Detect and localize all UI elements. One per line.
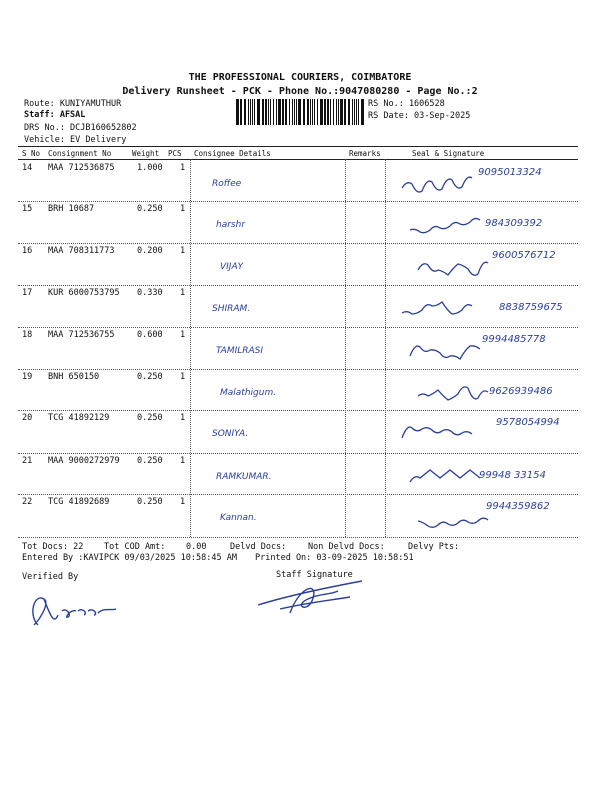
row-receiver-phone: 8838759675 bbox=[499, 302, 563, 313]
row-sno: 22 bbox=[22, 497, 33, 507]
vehicle-label: Vehicle: EV Delivery bbox=[24, 135, 127, 145]
col-divider bbox=[345, 159, 346, 537]
barcode-bar bbox=[270, 99, 271, 125]
col-divider bbox=[385, 159, 386, 537]
row-pcs: 1 bbox=[180, 163, 186, 173]
row-receiver-phone: 9626939486 bbox=[489, 386, 553, 397]
row-sno: 15 bbox=[22, 204, 33, 214]
row-consignee-handwritten: SHIRAM. bbox=[212, 304, 251, 314]
barcode-bar bbox=[354, 99, 355, 125]
barcode-bar bbox=[336, 99, 337, 125]
barcode-bar bbox=[340, 99, 343, 125]
row-sno: 21 bbox=[22, 456, 33, 466]
row-consignee-handwritten: Roffee bbox=[212, 179, 242, 189]
barcode-bar bbox=[257, 99, 260, 125]
col-consignment: Consignment No bbox=[48, 149, 112, 158]
row-separator bbox=[18, 410, 578, 411]
barcode-bar bbox=[310, 99, 311, 125]
row-sno: 17 bbox=[22, 288, 33, 298]
row-sno: 14 bbox=[22, 163, 33, 173]
row-consignee-handwritten: Malathigum. bbox=[220, 388, 277, 398]
row-separator bbox=[18, 327, 578, 328]
table-top-rule bbox=[18, 146, 578, 147]
row-consignment: MAA 708311773 bbox=[48, 246, 115, 256]
row-signature bbox=[398, 171, 478, 197]
row-receiver-phone: 984309392 bbox=[485, 218, 543, 229]
row-signature bbox=[406, 338, 486, 364]
barcode-bar bbox=[273, 99, 274, 125]
row-signature bbox=[398, 296, 478, 322]
barcode-bar bbox=[307, 99, 309, 125]
barcode-bar bbox=[254, 99, 255, 125]
barcode-bar bbox=[248, 99, 249, 125]
barcode-bar bbox=[361, 99, 364, 125]
row-weight: 0.330 bbox=[137, 288, 163, 298]
barcode-bar bbox=[338, 99, 339, 125]
row-consignee-handwritten: Kannan. bbox=[220, 513, 257, 523]
entered-by: Entered By :KAVIPCK 09/03/2025 10:58:45 AM bbox=[22, 553, 237, 563]
barcode-bar bbox=[252, 99, 253, 125]
row-weight: 0.250 bbox=[137, 204, 163, 214]
barcode-bar bbox=[276, 99, 277, 125]
col-remarks: Remarks bbox=[349, 149, 381, 158]
staff-signature-label: Staff Signature bbox=[276, 570, 353, 580]
verified-signature bbox=[20, 585, 130, 635]
row-signature bbox=[414, 505, 494, 531]
barcode-bar bbox=[244, 99, 246, 125]
row-pcs: 1 bbox=[180, 413, 186, 423]
row-consignment: MAA 712536875 bbox=[48, 163, 115, 173]
barcode-bar bbox=[324, 99, 326, 125]
col-divider bbox=[190, 159, 191, 537]
row-separator bbox=[18, 369, 578, 370]
row-consignment: TCG 41892689 bbox=[48, 497, 110, 507]
barcode-bar bbox=[289, 99, 290, 125]
row-pcs: 1 bbox=[180, 456, 186, 466]
table-header-rule bbox=[18, 159, 578, 160]
row-separator bbox=[18, 494, 578, 495]
table-bottom-rule bbox=[18, 537, 578, 538]
row-signature bbox=[414, 254, 494, 280]
row-separator bbox=[18, 201, 578, 202]
route-label: Route: KUNIYAMUTHUR bbox=[24, 99, 122, 109]
row-separator bbox=[18, 285, 578, 286]
row-weight: 0.250 bbox=[137, 497, 163, 507]
row-receiver-phone: 9578054994 bbox=[496, 417, 560, 428]
delivery-points: Delvy Pts: bbox=[408, 542, 460, 552]
barcode-bar bbox=[358, 99, 359, 125]
row-pcs: 1 bbox=[180, 372, 186, 382]
printed-on: Printed On: 03-09-2025 10:58:51 bbox=[255, 553, 414, 563]
row-weight: 0.250 bbox=[137, 372, 163, 382]
col-seal: Seal & Signature bbox=[412, 149, 485, 158]
total-cod-value: 0.00 bbox=[186, 542, 207, 552]
row-consignment: KUR 6000753795 bbox=[48, 288, 120, 298]
company-title: THE PROFESSIONAL COURIERS, COIMBATORE bbox=[188, 72, 412, 83]
barcode-bar bbox=[278, 99, 281, 125]
barcode-bar bbox=[296, 99, 297, 125]
drs-number: DRS No.: DCJB160652802 bbox=[24, 123, 137, 133]
row-weight: 0.200 bbox=[137, 246, 163, 256]
row-receiver-phone: 99948 33154 bbox=[479, 470, 546, 481]
staff-label: Staff: AFSAL bbox=[24, 110, 86, 120]
total-docs: Tot Docs: 22 bbox=[22, 542, 84, 552]
row-signature bbox=[398, 421, 478, 447]
col-weight: Weight bbox=[132, 149, 160, 158]
row-signature bbox=[406, 212, 486, 238]
barcode-bar bbox=[262, 99, 264, 125]
row-sno: 16 bbox=[22, 246, 33, 256]
barcode-bar bbox=[320, 99, 323, 125]
barcode-bar bbox=[236, 99, 239, 125]
non-delivered-docs: Non Delvd Docs: bbox=[308, 542, 385, 552]
barcode-bar bbox=[303, 99, 305, 125]
row-receiver-phone: 9095013324 bbox=[478, 167, 542, 178]
total-cod-label: Tot COD Amt: bbox=[104, 542, 166, 552]
row-consignee-handwritten: harshr bbox=[216, 220, 246, 230]
barcode-bar bbox=[294, 99, 295, 125]
barcode-bar bbox=[352, 99, 353, 125]
row-receiver-phone: 9600576712 bbox=[492, 250, 556, 261]
row-consignment: BNH 650150 bbox=[48, 372, 100, 382]
barcode-bar bbox=[344, 99, 346, 125]
verified-by-label: Verified By bbox=[22, 572, 79, 582]
row-pcs: 1 bbox=[180, 204, 186, 214]
row-weight: 1.000 bbox=[137, 163, 163, 173]
row-consignment: MAA 712536755 bbox=[48, 330, 115, 340]
rs-date: RS Date: 03-Sep-2025 bbox=[368, 111, 471, 121]
rs-number: RS No.: 1606528 bbox=[368, 99, 445, 109]
barcode-bar bbox=[330, 99, 331, 125]
barcode-bar bbox=[240, 99, 242, 125]
barcode-bar bbox=[312, 99, 313, 125]
barcode-bar bbox=[348, 99, 350, 125]
row-consignee-handwritten: SONIYA. bbox=[212, 429, 249, 439]
row-consignee-handwritten: TAMILRASI bbox=[216, 346, 264, 356]
row-separator bbox=[18, 243, 578, 244]
row-separator bbox=[18, 453, 578, 454]
row-consignment: TCG 41892129 bbox=[48, 413, 110, 423]
row-weight: 0.250 bbox=[137, 413, 163, 423]
barcode-bar bbox=[333, 99, 334, 125]
barcode-bar bbox=[282, 99, 284, 125]
row-pcs: 1 bbox=[180, 497, 186, 507]
barcode-bar bbox=[317, 99, 318, 125]
col-sno: S No bbox=[22, 149, 41, 158]
row-signature bbox=[414, 380, 494, 406]
row-sno: 20 bbox=[22, 413, 33, 423]
row-signature bbox=[406, 464, 486, 490]
row-weight: 0.250 bbox=[137, 456, 163, 466]
row-consignee-handwritten: RAMKUMAR. bbox=[216, 472, 272, 482]
row-pcs: 1 bbox=[180, 246, 186, 256]
delivered-docs: Delvd Docs: bbox=[230, 542, 287, 552]
row-receiver-phone: 9944359862 bbox=[486, 501, 550, 512]
barcode-bar bbox=[314, 99, 315, 125]
row-consignee-handwritten: VIJAY bbox=[220, 262, 244, 272]
barcode-bar bbox=[265, 99, 267, 125]
barcode-image bbox=[236, 99, 364, 125]
barcode-bar bbox=[356, 99, 357, 125]
row-weight: 0.600 bbox=[137, 330, 163, 340]
row-consignment: BRH 10687 bbox=[48, 204, 95, 214]
barcode-bar bbox=[285, 99, 287, 125]
runsheet-subtitle: Delivery Runsheet - PCK - Phone No.:9047080280 - Page No.:2 bbox=[122, 86, 478, 97]
row-pcs: 1 bbox=[180, 288, 186, 298]
barcode-bar bbox=[327, 99, 329, 125]
row-receiver-phone: 9994485778 bbox=[482, 334, 546, 345]
barcode-bar bbox=[250, 99, 251, 125]
col-pcs: PCS bbox=[168, 149, 182, 158]
barcode-bar bbox=[292, 99, 293, 125]
staff-signature bbox=[250, 575, 370, 620]
row-sno: 18 bbox=[22, 330, 33, 340]
col-consignee: Consignee Details bbox=[194, 149, 271, 158]
row-sno: 19 bbox=[22, 372, 33, 382]
barcode-bar bbox=[268, 99, 269, 125]
row-pcs: 1 bbox=[180, 330, 186, 340]
barcode-bar bbox=[298, 99, 301, 125]
row-consignment: MAA 9000272979 bbox=[48, 456, 120, 466]
